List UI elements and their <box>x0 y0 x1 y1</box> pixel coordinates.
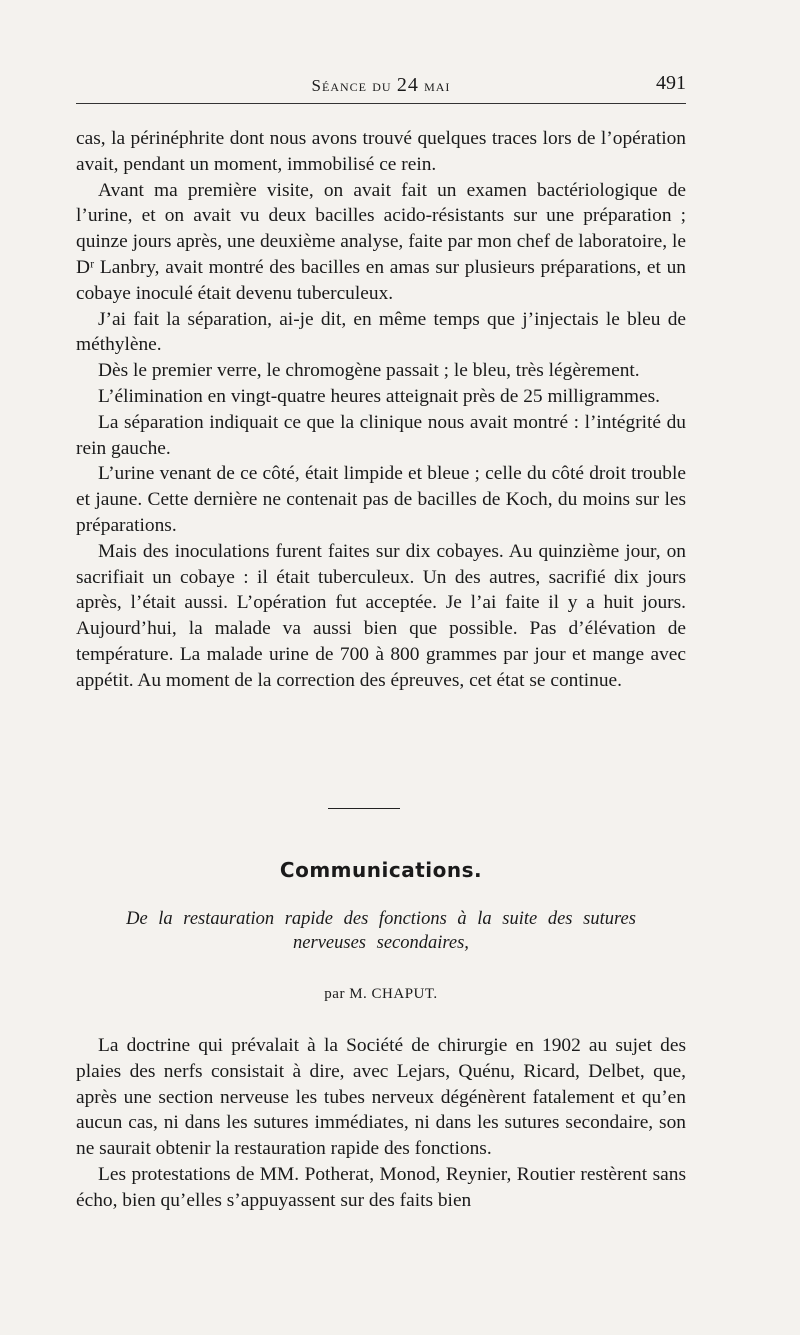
header-month: mai <box>424 76 451 95</box>
article-byline: par M. CHAPUT. <box>324 986 438 1002</box>
previous-article-text <box>76 126 686 694</box>
paragraph: Dès le premier verre, le chromogène passait ; le bleu, très légèrement. <box>98 360 640 382</box>
header-day: 24 <box>396 74 419 96</box>
paragraph: L’élimination en vingt-quatre heures atteignait près de 25 milligrammes. <box>98 385 660 407</box>
page-number: 491 <box>656 72 686 94</box>
article-title-line: De la restauration rapide des fonctions à la suite des sutures <box>126 909 636 929</box>
header-du: du <box>372 76 392 95</box>
section-title: Communications. <box>279 858 483 882</box>
paragraph: cas, la périnéphrite dont nous avons trouvé quelques traces lors de l’opération avait, pendant un moment, immobilisé ce rein. <box>76 128 686 175</box>
paragraph: L’urine venant de ce côté, était limpide et bleue ; celle du côté droit trouble et jaune. Cette dernière ne contenait pas de bacilles de Koch, du moins sur les préparations. <box>76 463 686 536</box>
article-title <box>76 907 686 955</box>
running-header <box>76 72 686 102</box>
section-separator <box>328 808 400 809</box>
paragraph: Avant ma première visite, on avait fait un examen bactériologique de l’urine, et on avait vu deux bacilles acido-résistants sur une préparation ; quinze jours après, une deuxième analyse, faite par mon chef de laboratoire, le Dʳ Lanbry, avait montré des bacilles en amas sur plusieurs préparations, et un cobaye inoculé était devenu tuberculeux. <box>76 179 686 304</box>
header-seance: Séance <box>311 76 367 95</box>
paragraph: Les protestations de MM. Potherat, Monod, Reynier, Routier restèrent sans écho, bien qu’elles s’appuyassent sur des faits bien <box>76 1163 686 1211</box>
paragraph: La doctrine qui prévalait à la Société de chirurgie en 1902 au sujet des plaies des nerfs consistait à dire, avec Lejars, Quénu, Ricard, Delbet, que, après une section nerveuse les tubes nerveux dégénèrent fatalement et qu’en aucun cas, ni dans les sutures immédiates, ni dans les sutures secondaire, son ne saurait obtenir la restauration rapide des fonctions. <box>76 1035 686 1160</box>
header-rule <box>76 103 686 104</box>
paragraph: Mais des inoculations furent faites sur dix cobayes. Au quinzième jour, on sacrifiait un cobaye : il était tuberculeux. Un des autres, sacrifié dix jours après, l’était aussi. L’opération fut acceptée. Je l’ai faite il y a huit jours. Aujourd’hui, la malade va aussi bien que possible. Pas d’élévation de température. La malade urine de 700 à 800 grammes par jour et mange avec appétit. Au moment de la correction des épreuves, cet état se continue. <box>76 540 686 691</box>
article-text <box>76 1033 686 1214</box>
paragraph: J’ai fait la séparation, ai-je dit, en même temps que j’injectais le bleu de méthylène. <box>76 308 686 356</box>
paragraph: La séparation indiquait ce que la clinique nous avait montré : l’intégrité du rein gauche. <box>76 411 686 459</box>
article-title-line: nerveuses secondaires, <box>293 933 469 953</box>
header-title <box>76 74 686 97</box>
